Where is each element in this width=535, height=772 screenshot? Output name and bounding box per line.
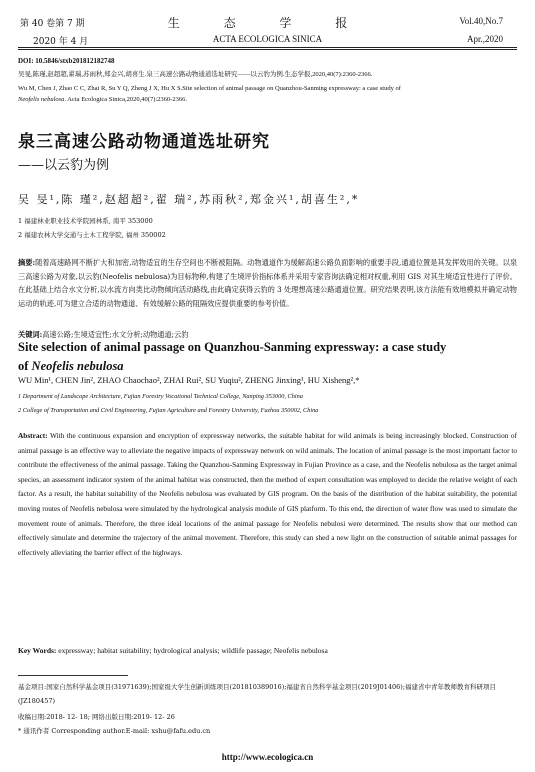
abstract-en-label: Abstract:	[18, 431, 48, 440]
funding-note: 基金项目:国家自然科学基金项目(31971639);国家级大学生创新训练项目(201810389016);福建省自然科学基金项目(2019J01406);福建省中青年教师教育科研项目(JZ180457)	[18, 683, 497, 705]
footer-url[interactable]: http://www.ecologica.cn	[221, 752, 314, 762]
keywords-en-label: Key Words:	[18, 646, 57, 655]
paper-subtitle-zh: ——以云豹为例	[18, 158, 110, 173]
affiliation-zh-2: 2 福建农林大学交通与土木工程学院, 福州 350002	[18, 231, 166, 239]
citation-en-part: Wu M, Chen J, Zhao C C, Zhai R, Su Y Q, Zheng J X, Hu X S.Site selection of animal passage on Quanzhou-Sanming expressway: a case study of	[18, 85, 401, 92]
header-rule-top	[18, 47, 517, 48]
affiliation-en-1: 1 Department of Landscape Architecture, Fujian Forestry Vocational Technical College, Nanping 353000, China	[18, 393, 303, 400]
abstract-zh-label: 摘要:	[18, 258, 36, 267]
abstract-en	[18, 429, 517, 560]
citation-en-source: . Acta Ecologica Sinica,2020,40(7):2360-2366.	[64, 95, 187, 103]
date-en: Apr.,2020	[467, 34, 503, 44]
journal-name-zh: 生 态 学 报	[167, 16, 368, 30]
journal-name-en: ACTA ECOLOGICA SINICA	[212, 34, 323, 44]
citation-zh: 吴旻,陈瑾,赵超超,翟瑞,苏雨秋,郑金兴,胡喜生.泉三高速公路动物通道选址研究——以云豹为例.生态学报,2020,40(7):2360-2366.	[18, 71, 373, 78]
doi[interactable]: DOI: 10.5846/stxb201812182748	[18, 57, 115, 65]
footnote-rule	[18, 675, 128, 676]
paper-title-en-main: Site selection of animal passage on Quanzhou-Sanming expressway: a case study	[18, 340, 447, 354]
abstract-zh	[18, 256, 517, 310]
keywords-zh-text: 高速公路;生境适宜性;水文分析;动物通道;云豹	[42, 330, 189, 339]
paper-title-en	[18, 338, 517, 376]
affiliation-en-2: 2 College of Transportation and Civil Engineering, Fujian Agriculture and Forestry University, Fuzhou 350002, China	[18, 407, 319, 414]
date-zh: 2020 年 4 月	[33, 37, 89, 47]
abstract-zh-text: 随着高速路网不断扩大和加密,动物适宜的生存空间也不断被阻隔。动物通道作为缓解高速公路负面影响的重要手段,通道位置是其发挥效用的关键。以泉三高速公路为对象,以云豹(Neofelis nebulosa)为目标物种,构建了生境评价指标体系并采用专家咨询法确定相对权重,利用 GIS 对其生境适宜性进行了评价。在此基础上结合水文分析,以水流方向类比动物倾向活动路线,由此确定获得云豹的 3 处理想高速公路通道位置。研究结果表明,该方法能有效地模拟并确定动物运动的轨迹,可为建立合适的动物通道、有效缓解公路的阻隔效应提供重要的参考价值。	[18, 258, 518, 308]
volume-issue-en: Vol.40,No.7	[459, 16, 503, 26]
header-rule-bottom	[18, 49, 517, 50]
citation-en	[18, 84, 517, 105]
authors-en: WU Min¹, CHEN Jin², ZHAO Chaochao², ZHAI Rui², SU Yuqiu², ZHENG Jinxing¹, HU Xisheng²,*	[18, 375, 360, 385]
paper-title-en-of: of	[18, 359, 32, 373]
affiliation-zh-1: 1 福建林业职业技术学院园林系, 南平 353000	[18, 217, 153, 225]
volume-issue-zh: 第 40 卷第 7 期	[20, 19, 85, 29]
paper-title-en-species: Neofelis nebulosa	[31, 359, 124, 373]
paper-title-zh: 泉三高速公路动物通道选址研究	[18, 132, 270, 152]
authors-zh: 吴 旻¹,陈 瑾²,赵超超²,翟 瑞²,苏雨秋²,郑金兴¹,胡喜生²,*	[18, 193, 360, 206]
corresponding-author: * 通讯作者 Corresponding author.E-mail: xshu@fafu.edu.cn	[18, 727, 211, 735]
keywords-en-text: expressway; habitat suitability; hydrological analysis; wildlife passage; Neofelis nebulosa	[56, 646, 328, 655]
citation-en-species: Neofelis nebulosa	[18, 95, 65, 103]
keywords-zh-label: 关键词:	[18, 330, 43, 339]
received-date: 收稿日期:2018- 12- 18; 网络出版日期:2019- 12- 26	[18, 713, 175, 721]
abstract-en-text: With the continuous expansion and encryption of expressway networks, the suitable habitat for wild animals is being increasingly blocked. Construction of animal passage is an effective way to alleviate the negative impacts of expressway network on wild animals. The location of animal passage is the most important factor to contribute the effectiveness of the animal passage. Taking the Quanzhou-Sanming Expressway in Fujian Province as a case, and the Neofelis nebulosa as the target animal species, an assessment indicator system of the animal habitat was constructed, then the method of expert consultation was employed to decide the relative weight of each factor. As a result, the habitat suitability of the Neofelis nebulosa was evaluated by GIS program. On the basis of the distribution of the habitat suitability, the potential moving routes of Neofelis nebulosa were simulated by the hydrological analysis module of GIS platform. To this end, the direction of water flow was used to simulate the movement route of animals. Therefore, the three ideal locations of the animal passage for Neofelis nebulosi were determined. The results show that our method can effectively simulate and determine the trajectory of the animal movement. Therefore, this study can shed a new light on the construction of suitable animal passages for effectively alleviating the barrier effect of the highways.	[18, 431, 518, 557]
keywords-en	[18, 646, 328, 655]
